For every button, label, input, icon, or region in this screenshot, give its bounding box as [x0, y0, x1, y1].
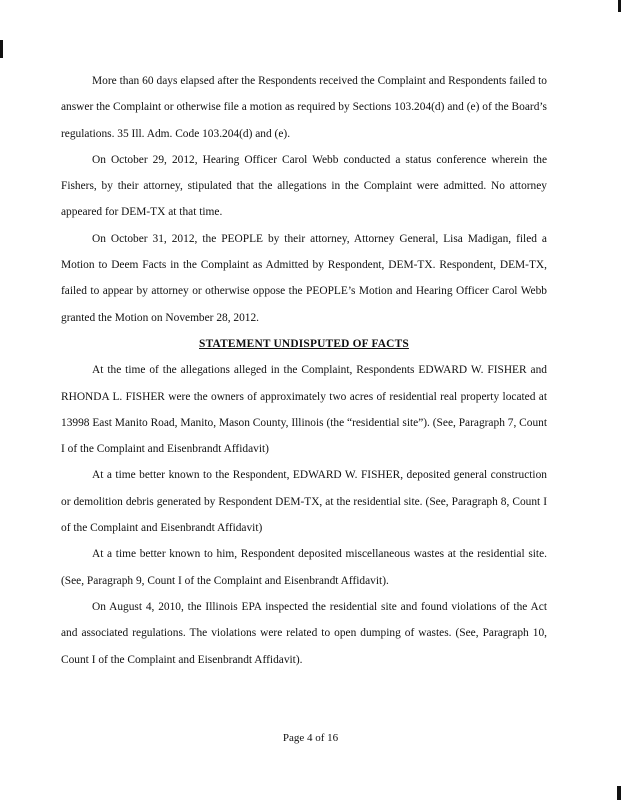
- paragraph-motion-to-deem: On October 31, 2012, the PEOPLE by their attorney, Attorney General, Lisa Madigan, filed a Motion to Deem Facts in the Complaint as Admitted by Respondent, DEM-TX. Respondent, DEM-TX, failed to appear by attorney or otherwise oppose the PEOPLE’s Motion and Hearing Officer Carol Webb granted the Motion on November 28, 2012.: [61, 232, 547, 324]
- fact-paragraph: At a time better known to him, Respondent deposited miscellaneous wastes at the residential site. (See, Paragraph 9, Count I of the Complaint and Eisenbrandt Affidavit).: [61, 548, 547, 587]
- scan-edge-mark: [0, 40, 3, 58]
- fact-paragraph: At a time better known to the Respondent, EDWARD W. FISHER, deposited general construction or demolition debris generated by Respondent DEM-TX, at the residential site. (See, Paragraph 8, Count I of the Complaint and Eisenbrandt Affidavit): [61, 469, 547, 535]
- section-heading: STATEMENT UNDISPUTED OF FACTS: [199, 337, 409, 350]
- paragraph-default-notice: More than 60 days elapsed after the Respondents received the Complaint and Respondents failed to answer the Complaint or otherwise file a motion as required by Sections 103.204(d) and (e) of the Board’s regulations. 35 Ill. Adm. Code 103.204(d) and (e).: [61, 75, 547, 140]
- fact-paragraph: On August 4, 2010, the Illinois EPA inspected the residential site and found violations of the Act and associated regulations. The violations were related to open dumping of wastes. (See, Paragraph 10, Count I of the Complaint and Eisenbrandt Affidavit).: [61, 600, 547, 666]
- paragraph-status-conference: On October 29, 2012, Hearing Officer Carol Webb conducted a status conference wherein the Fishers, by their attorney, stipulated that the allegations in the Complaint were admitted. No attorney appeared for DEM-TX at that time.: [61, 153, 547, 219]
- scan-edge-mark: [617, 786, 621, 800]
- fact-paragraph: At the time of the allegations alleged in the Complaint, Respondents EDWARD W. FISHER and RHONDA L. FISHER were the owners of approximately two acres of residential real property located at 13998 East Manito Road, Manito, Mason County, Illinois (the “residential site”). (See, Paragraph 7, Count I of the Complaint and Eisenbrandt Affidavit): [61, 364, 547, 456]
- document-body: [61, 68, 547, 673]
- page-number: Page 4 of 16: [282, 732, 339, 744]
